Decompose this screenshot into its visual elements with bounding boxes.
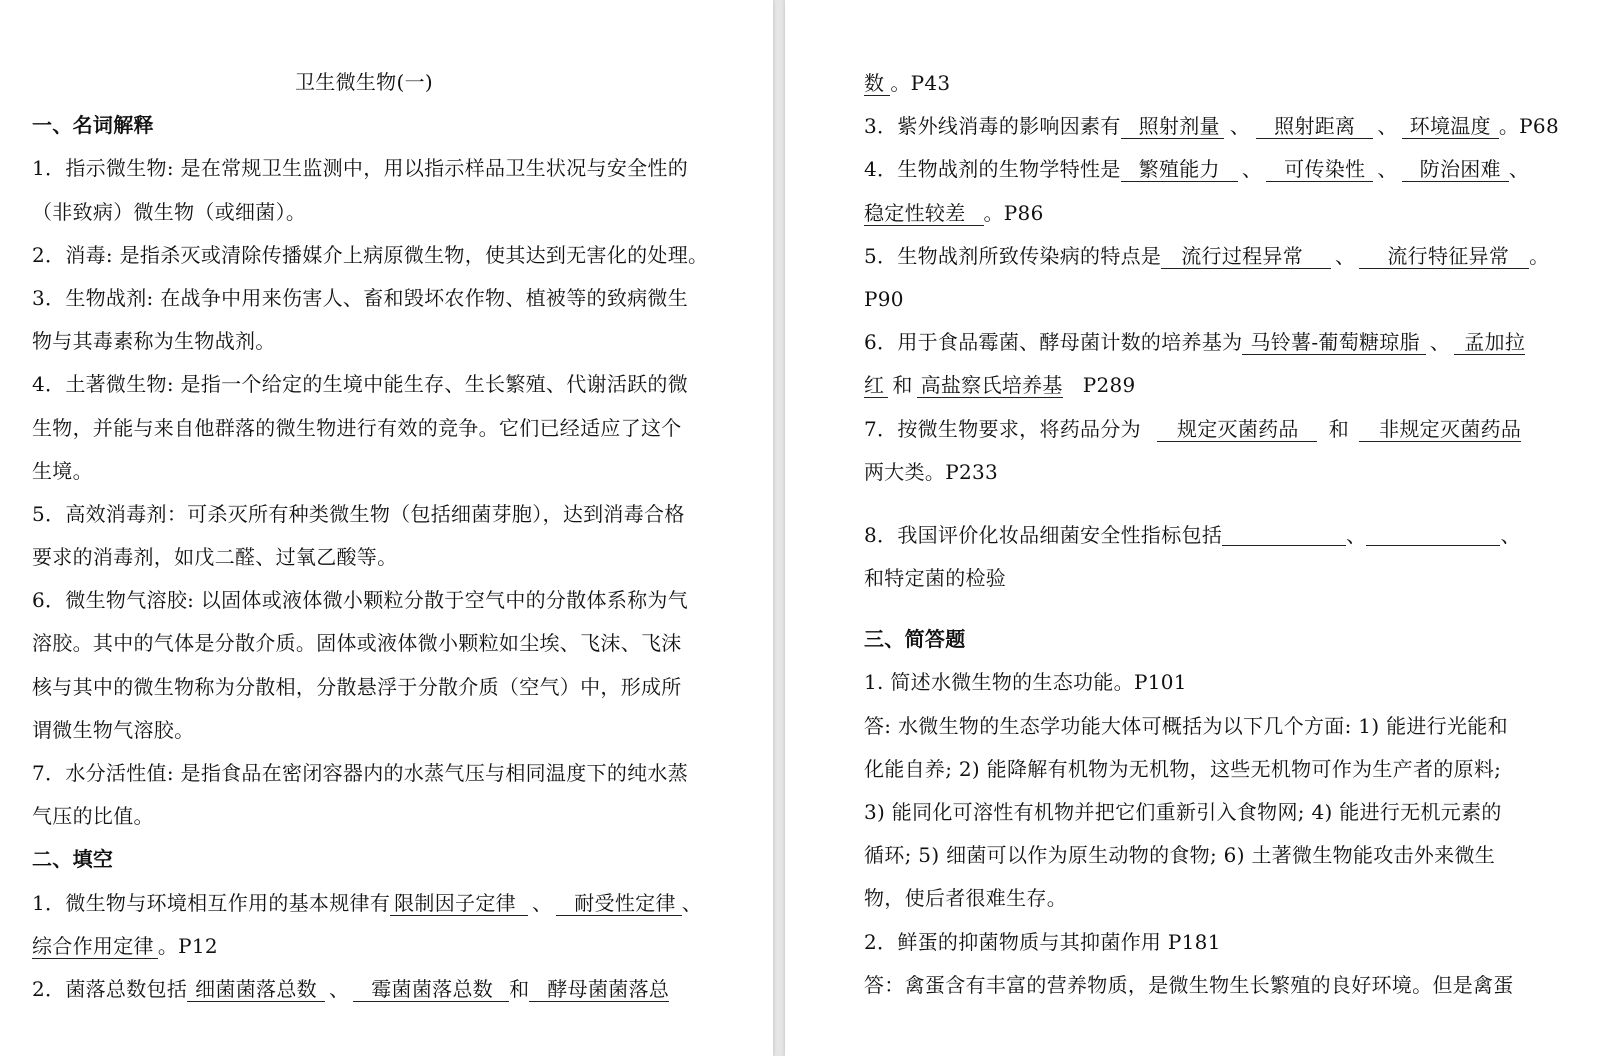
answer-line: 循环; 5) 细菌可以作为原生动物的食物; 6) 土著微生物能攻击外来微生 (864, 843, 1496, 868)
section-heading-fill-in: 二、填空 (32, 847, 114, 872)
answer-underlined: 高盐察氏培养基 (917, 373, 1063, 398)
answer-underlined: 数 (864, 71, 890, 96)
answer-line: 答: 水微生物的生态学功能大体可概括为以下几个方面: 1) 能进行光能和 (864, 713, 1508, 738)
definition-line: 生境。 (32, 458, 93, 483)
fill-question-1-continued (32, 925, 752, 968)
answer-underlined: 照射剂量 (1121, 114, 1224, 139)
left-page (0, 0, 773, 1056)
definition-line: 5．高效消毒剂：可杀灭所有种类微生物（包括细菌芽胞），达到消毒合格 (32, 501, 685, 526)
punctuation: 、 (328, 976, 350, 1001)
fill-question-6-continued (864, 364, 1599, 407)
fill-question-6 (864, 321, 1599, 364)
conjunction: 和 (509, 976, 530, 1001)
right-page-content (864, 62, 1599, 1007)
definition-line: 溶胶。其中的气体是分散介质。固体或液体微小颗粒如尘埃、飞沫、飞沫 (32, 631, 682, 656)
question-text: 1．微生物与环境相互作用的基本规律有 (32, 890, 391, 915)
document-title: 卫生微生物(一) (294, 70, 433, 94)
definition-line: 2．消毒: 是指杀灭或清除传播媒介上病原微生物，使其达到无害化的处理。 (32, 242, 709, 267)
punctuation: 、 (681, 890, 703, 915)
punctuation: 。 (1529, 243, 1550, 268)
punctuation: 、 (1335, 243, 1356, 268)
answer-underlined: 环境温度 (1402, 114, 1499, 139)
answer-underlined: 孟加拉 (1454, 330, 1525, 355)
answer-underlined: 稳定性较差 (864, 201, 984, 226)
empty-answer-blank (1366, 527, 1500, 546)
definition-line: 要求的消毒剂，如戊二醛、过氧乙酸等。 (32, 545, 398, 570)
short-question-2: 2．鲜蛋的抑菌物质与其抑菌作用 P181 (864, 929, 1221, 954)
answer-underlined: 马铃薯-葡萄糖琼脂 (1242, 330, 1425, 355)
answer-underlined: 限制因子定律 (390, 891, 528, 916)
short-question-1: 1. 简述水微生物的生态功能。P101 (864, 670, 1187, 695)
fill-question-4 (864, 148, 1599, 191)
section-heading-short-answer: 三、简答题 (864, 627, 966, 652)
answer-underlined: 照射距离 (1256, 114, 1373, 139)
definition-line: 3．生物战剂: 在战争中用来伤害人、畜和毁坏农作物、植被等的致病微生 (32, 285, 689, 310)
fill-question-8 (864, 514, 1599, 557)
answer-underlined: 酵母菌菌落总 (529, 977, 669, 1002)
fill-question-2 (32, 968, 752, 1011)
question-text: 5．生物战剂所致传染病的特点是 (864, 243, 1162, 268)
definition-line: 6．微生物气溶胶: 以固体或液体微小颗粒分散于空气中的分散体系称为气 (32, 588, 689, 613)
fill-question-8-continued: 和特定菌的检验 (864, 566, 1007, 591)
fill-question-5-continued: P90 (864, 286, 904, 311)
punctuation: 、 (1229, 114, 1251, 139)
right-page (785, 0, 1605, 1056)
question-text: 8．我国评价化妆品细菌安全性指标包括 (864, 522, 1223, 547)
answer-underlined: 耐受性定律 (556, 891, 682, 916)
punctuation: 、 (1377, 114, 1398, 139)
empty-answer-blank (1222, 527, 1346, 546)
fill-question-5 (864, 235, 1599, 278)
answer-underlined: 规定灭菌药品 (1157, 417, 1317, 442)
question-text: 7．按微生物要求，将药品分为 (864, 416, 1141, 441)
answer-underlined: 防治困难 (1402, 157, 1509, 182)
definition-line: 生物，并能与来自他群落的微生物进行有效的竞争。它们已经适应了这个 (32, 415, 682, 440)
fill-question-7-continued: 两大类。P233 (864, 459, 999, 484)
answer-line: 3) 能同化可溶性有机物并把它们重新引入食物网; 4) 能进行无机元素的 (864, 800, 1502, 824)
fill-question-2-continued (864, 62, 1599, 105)
question-text: 。P43 (890, 71, 951, 95)
fill-question-7 (864, 408, 1599, 451)
question-text: 3．紫外线消毒的影响因素有 (864, 114, 1121, 139)
page-reference: P289 (1082, 373, 1136, 398)
definition-line: （非致病）微生物（或细菌）。 (32, 199, 307, 224)
conjunction: 和 (892, 373, 913, 398)
answer-underlined: 可传染性 (1266, 157, 1373, 182)
punctuation: 、 (1508, 157, 1530, 182)
punctuation: 、 (531, 890, 553, 915)
punctuation: 、 (1346, 522, 1367, 547)
answer-underlined: 流行过程异常 (1161, 244, 1331, 269)
answer-underlined: 非规定灭菌药品 (1359, 417, 1521, 442)
question-text: 6．用于食品霉菌、酵母菌计数的培养基为 (864, 330, 1243, 355)
question-text: 4．生物战剂的生物学特性是 (864, 157, 1121, 182)
answer-line: 物，使后者很难生存。 (864, 886, 1067, 911)
definition-line: 7．水分活性值: 是指食品在密闭容器内的水蒸气压与相同温度下的纯水蒸 (32, 761, 689, 785)
fill-question-3 (864, 105, 1599, 148)
question-text: 。P86 (983, 200, 1044, 225)
punctuation: 、 (1241, 157, 1263, 182)
definition-line: 物与其毒素称为生物战剂。 (32, 329, 276, 354)
fill-question-4-continued (864, 192, 1599, 235)
answer-underlined: 流行特征异常 (1359, 244, 1529, 269)
definition-line: 核与其中的微生物称为分散相，分散悬浮于分散介质（空气）中，形成所 (32, 674, 682, 699)
fill-question-1 (32, 882, 752, 925)
left-page-content (32, 61, 752, 1011)
answer-line: 答：禽蛋含有丰富的营养物质，是微生物生长繁殖的良好环境。但是禽蛋 (864, 972, 1514, 997)
punctuation: 、 (1500, 522, 1521, 547)
definition-line: 谓微生物气溶胶。 (32, 717, 195, 742)
section-heading-definitions: 一、名词解释 (32, 113, 154, 138)
definition-line: 1．指示微生物: 是在常规卫生监测中，用以指示样品卫生状况与安全性的 (32, 156, 689, 181)
punctuation: 、 (1377, 157, 1398, 182)
punctuation: 、 (1429, 330, 1451, 355)
definition-line: 气压的比值。 (32, 804, 154, 829)
question-text: 。P12 (157, 933, 218, 958)
question-text: 2．菌落总数包括 (32, 976, 188, 1001)
answer-underlined: 繁殖能力 (1121, 157, 1238, 182)
answer-underlined: 霉菌菌落总数 (353, 977, 509, 1002)
answer-underlined: 红 (864, 373, 888, 398)
conjunction: 和 (1328, 416, 1350, 441)
answer-underlined: 细菌菌落总数 (187, 977, 325, 1002)
answer-line: 化能自养; 2) 能降解有机物为无机物，这些无机物可作为生产者的原料; (864, 756, 1502, 781)
definition-line: 4．土著微生物: 是指一个给定的生境中能生存、生长繁殖、代谢活跃的微 (32, 372, 689, 397)
question-text: 。P68 (1498, 114, 1559, 139)
answer-underlined: 综合作用定律 (32, 934, 158, 959)
